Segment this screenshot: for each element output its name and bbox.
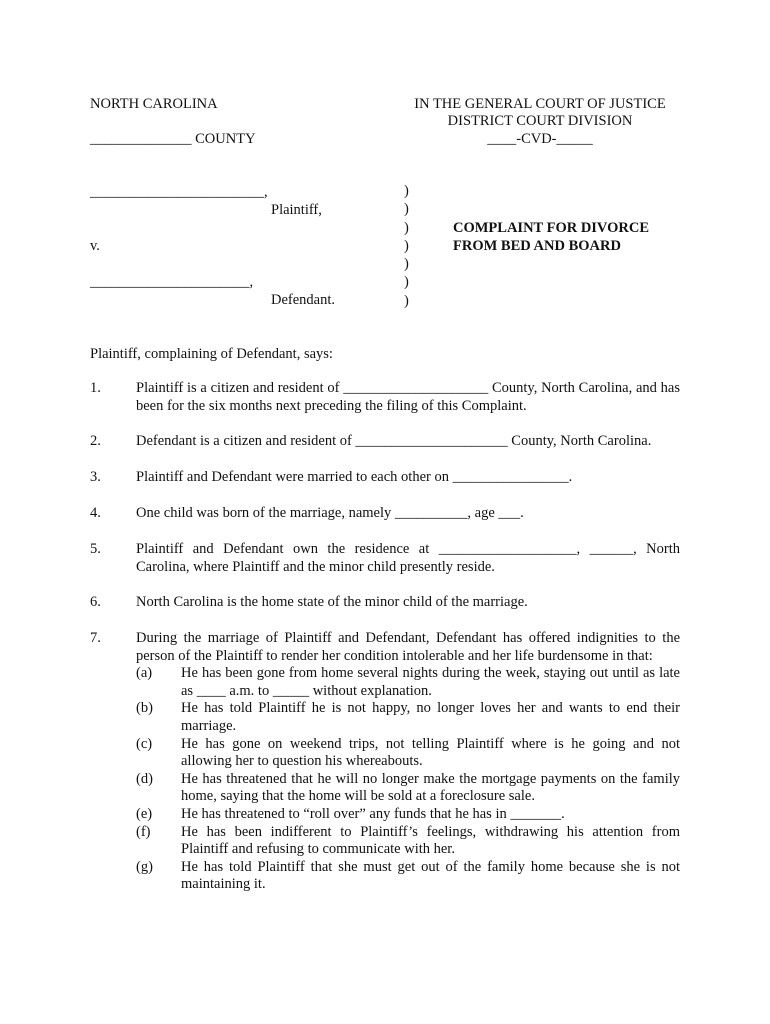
sub-item-label: (f) [136,823,151,840]
sub-item-text: He has been indifferent to Plaintiff’s feelings, withdrawing his attention from Plaintiff and refusing to communicate with her. [181,823,680,858]
paragraph-text: Plaintiff is a citizen and resident of ____________________ County, North Carolina, and has been for the six months next preceding the filing of this Complaint. [136,380,680,414]
paragraph-5 [90,541,680,576]
paren: ) [404,201,409,218]
sub-item-label: (d) [136,770,153,787]
paragraph-text: One child was born of the marriage, namely __________, age ___. [136,505,524,521]
document-title-line-2: FROM BED AND BOARD [453,238,621,254]
paren: ) [404,219,409,236]
paragraph-number: 7. [90,630,101,646]
sub-item-b [136,700,680,735]
paragraph-text: Plaintiff and Defendant own the residence at ___________________, ______, North Carolina, where Plaintiff and the minor child presently reside. [136,541,680,575]
paragraph-7 [90,630,680,894]
caption-parentheses [404,182,416,310]
sub-item-label: (g) [136,858,153,875]
paragraph-number: 5. [90,541,101,557]
plaintiff-label: Plaintiff, [271,202,322,218]
plaintiff-blank: ________________________, [90,184,268,200]
paragraph-number: 3. [90,469,101,485]
paren: ) [404,292,409,309]
versus: v. [90,238,100,254]
paragraph-6 [90,594,680,612]
court-line-1: IN THE GENERAL COURT OF JUSTICE [414,96,666,112]
paren: ) [404,183,409,199]
sub-item-text: He has told Plaintiff he is not happy, no longer loves her and wants to end their marriage. [181,700,680,734]
paragraph-4 [90,505,680,523]
sub-item-e [136,806,680,824]
paragraph-text: During the marriage of Plaintiff and Defendant, Defendant has offered indignities to the person of the Plaintiff to render her condition intolerable and her life burdensome in that: [136,630,680,664]
paragraph-text: North Carolina is the home state of the minor child of the marriage. [136,594,528,610]
sub-item-text: He has threatened to “roll over” any funds that he has in _______. [181,805,565,822]
sub-item-text: He has gone on weekend trips, not telling Plaintiff where is he going and not allowing her to question his whereabouts. [181,735,680,770]
defendant-label: Defendant. [271,292,336,308]
document-title-line-1: COMPLAINT FOR DIVORCE [453,220,650,236]
paren: ) [404,237,409,254]
paren: ) [404,256,409,273]
intro-text: Plaintiff, complaining of Defendant, says: [90,346,333,362]
state-name: NORTH CAROLINA [90,96,218,112]
paragraph-3 [90,469,680,487]
file-number: ____-CVD-_____ [487,131,593,147]
paragraph-number: 1. [90,380,101,396]
sub-item-label: (c) [136,735,153,752]
sub-item-label: (e) [136,805,153,822]
paragraph-number: 2. [90,433,101,449]
sub-item-a [136,665,680,700]
paragraph-number: 6. [90,594,101,610]
sub-item-label: (b) [136,700,153,717]
sub-item-f [136,824,680,859]
sub-item-label: (a) [136,665,153,682]
paren: ) [404,274,409,291]
sub-item-text: He has threatened that he will no longer make the mortgage payments on the family home, saying that the home will be sold at a foreclosure sale. [181,770,680,805]
court-line-2: DISTRICT COURT DIVISION [447,113,633,129]
county-line: ______________ COUNTY [90,131,256,147]
sub-item-text: He has been gone from home several nights during the week, staying out until as late as ____ a.m. to _____ without explanation. [181,665,680,699]
sub-item-g [136,859,680,894]
paragraph-2 [90,433,680,451]
sub-item-text: He has told Plaintiff that she must get out of the family home because she is not maintaining it. [181,858,680,893]
sub-item-d [136,771,680,806]
paragraph-1 [90,380,680,415]
paragraph-text: Plaintiff and Defendant were married to each other on ________________. [136,469,573,485]
paragraph-text: Defendant is a citizen and resident of _____________________ County, North Carolina. [136,433,652,449]
sub-item-c [136,736,680,771]
defendant-blank: ______________________, [90,274,254,290]
paragraph-number: 4. [90,505,101,521]
